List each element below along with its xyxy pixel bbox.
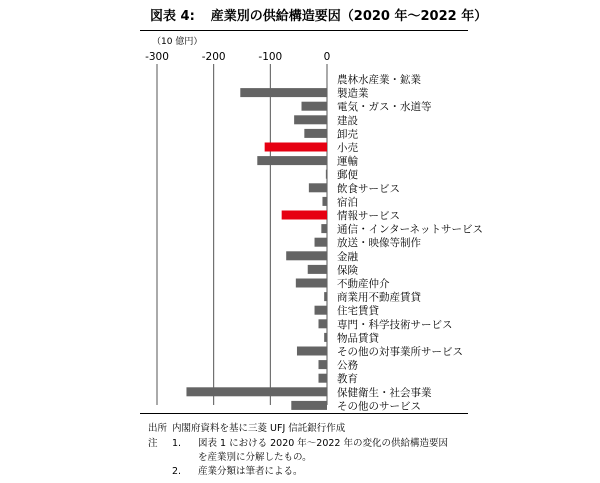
source-label: 出所 bbox=[148, 423, 168, 434]
note-index: 1. bbox=[172, 438, 182, 449]
category-label: その他の対事業所サービス bbox=[337, 346, 463, 358]
bar bbox=[326, 170, 327, 179]
notes bbox=[148, 437, 448, 479]
category-label: 専門・科学技術サービス bbox=[337, 318, 453, 331]
source-line bbox=[148, 420, 345, 434]
note-text: 産業分類は筆者による。 bbox=[198, 466, 303, 477]
bottom-rule bbox=[140, 413, 468, 414]
category-label: 公務 bbox=[337, 359, 358, 372]
bar bbox=[321, 224, 327, 233]
bar bbox=[309, 183, 327, 192]
figure-title-text: 産業別の供給構造要因（2020 年～2022 年） bbox=[210, 9, 488, 24]
bar bbox=[297, 347, 327, 356]
category-label: 郵便 bbox=[337, 169, 358, 182]
tick-label: -300 bbox=[145, 51, 169, 63]
category-label: 放送・映像等制作 bbox=[337, 237, 421, 250]
tick-label: -200 bbox=[201, 51, 226, 63]
bar bbox=[308, 265, 327, 274]
bar bbox=[286, 251, 327, 260]
category-label: 建設 bbox=[337, 114, 358, 127]
tick-label: -100 bbox=[258, 51, 283, 63]
bar-highlighted bbox=[265, 143, 327, 152]
bar bbox=[186, 387, 327, 396]
category-label: その他のサービス bbox=[337, 400, 421, 413]
category-label: 電気・ガス・水道等 bbox=[337, 101, 432, 114]
category-label: 小売 bbox=[337, 142, 358, 154]
note-item bbox=[148, 465, 448, 479]
category-label: 農林水産業・鉱業 bbox=[337, 74, 421, 86]
unit-label: （10 億円） bbox=[152, 37, 203, 47]
source-text: 内閣府資料を基に三菱 UFJ 信託銀行作成 bbox=[172, 423, 346, 434]
category-label: 製造業 bbox=[337, 87, 369, 100]
bar bbox=[319, 319, 328, 328]
category-label: 運輸 bbox=[337, 155, 358, 168]
bar-highlighted bbox=[282, 211, 327, 220]
category-label: 情報サービス bbox=[337, 210, 400, 222]
bar bbox=[324, 333, 327, 342]
bar bbox=[324, 292, 327, 301]
bar bbox=[302, 102, 328, 111]
bar bbox=[240, 88, 327, 97]
category-label: 飲食サービス bbox=[337, 182, 400, 195]
category-label: 宿泊 bbox=[337, 196, 358, 209]
category-label: 保険 bbox=[337, 264, 358, 277]
note-text: 図表 1 における 2020 年～2022 年の変化の供給構造要因 bbox=[198, 438, 448, 449]
category-label: 通信・インターネットサービス bbox=[337, 223, 484, 236]
bar bbox=[315, 238, 327, 247]
notes-label: 注 bbox=[148, 438, 158, 449]
category-label: 不動産仲介 bbox=[337, 278, 390, 290]
category-label: 物品賃貸 bbox=[337, 332, 379, 345]
category-label: 住宅賃貸 bbox=[337, 305, 379, 318]
category-label: 卸売 bbox=[337, 128, 358, 141]
note-item bbox=[148, 437, 448, 451]
bar bbox=[291, 401, 327, 410]
bar bbox=[315, 306, 327, 315]
bar bbox=[319, 374, 328, 383]
bar bbox=[257, 156, 327, 165]
tick-label: 0 bbox=[323, 51, 331, 63]
bar bbox=[304, 129, 327, 138]
category-label: 教育 bbox=[337, 373, 358, 386]
bar bbox=[319, 360, 328, 369]
figure-number: 図表 4: bbox=[150, 9, 195, 24]
category-label: 保健衛生・社会事業 bbox=[337, 386, 432, 399]
bar bbox=[294, 115, 327, 124]
note-continuation: を産業別に分解したもの。 bbox=[198, 452, 312, 463]
bar bbox=[326, 75, 327, 84]
category-label: 金融 bbox=[337, 250, 358, 263]
note-index: 2. bbox=[172, 466, 182, 477]
bar bbox=[322, 197, 327, 206]
category-label: 商業用不動産賃貸 bbox=[337, 291, 421, 304]
bar bbox=[296, 279, 327, 288]
